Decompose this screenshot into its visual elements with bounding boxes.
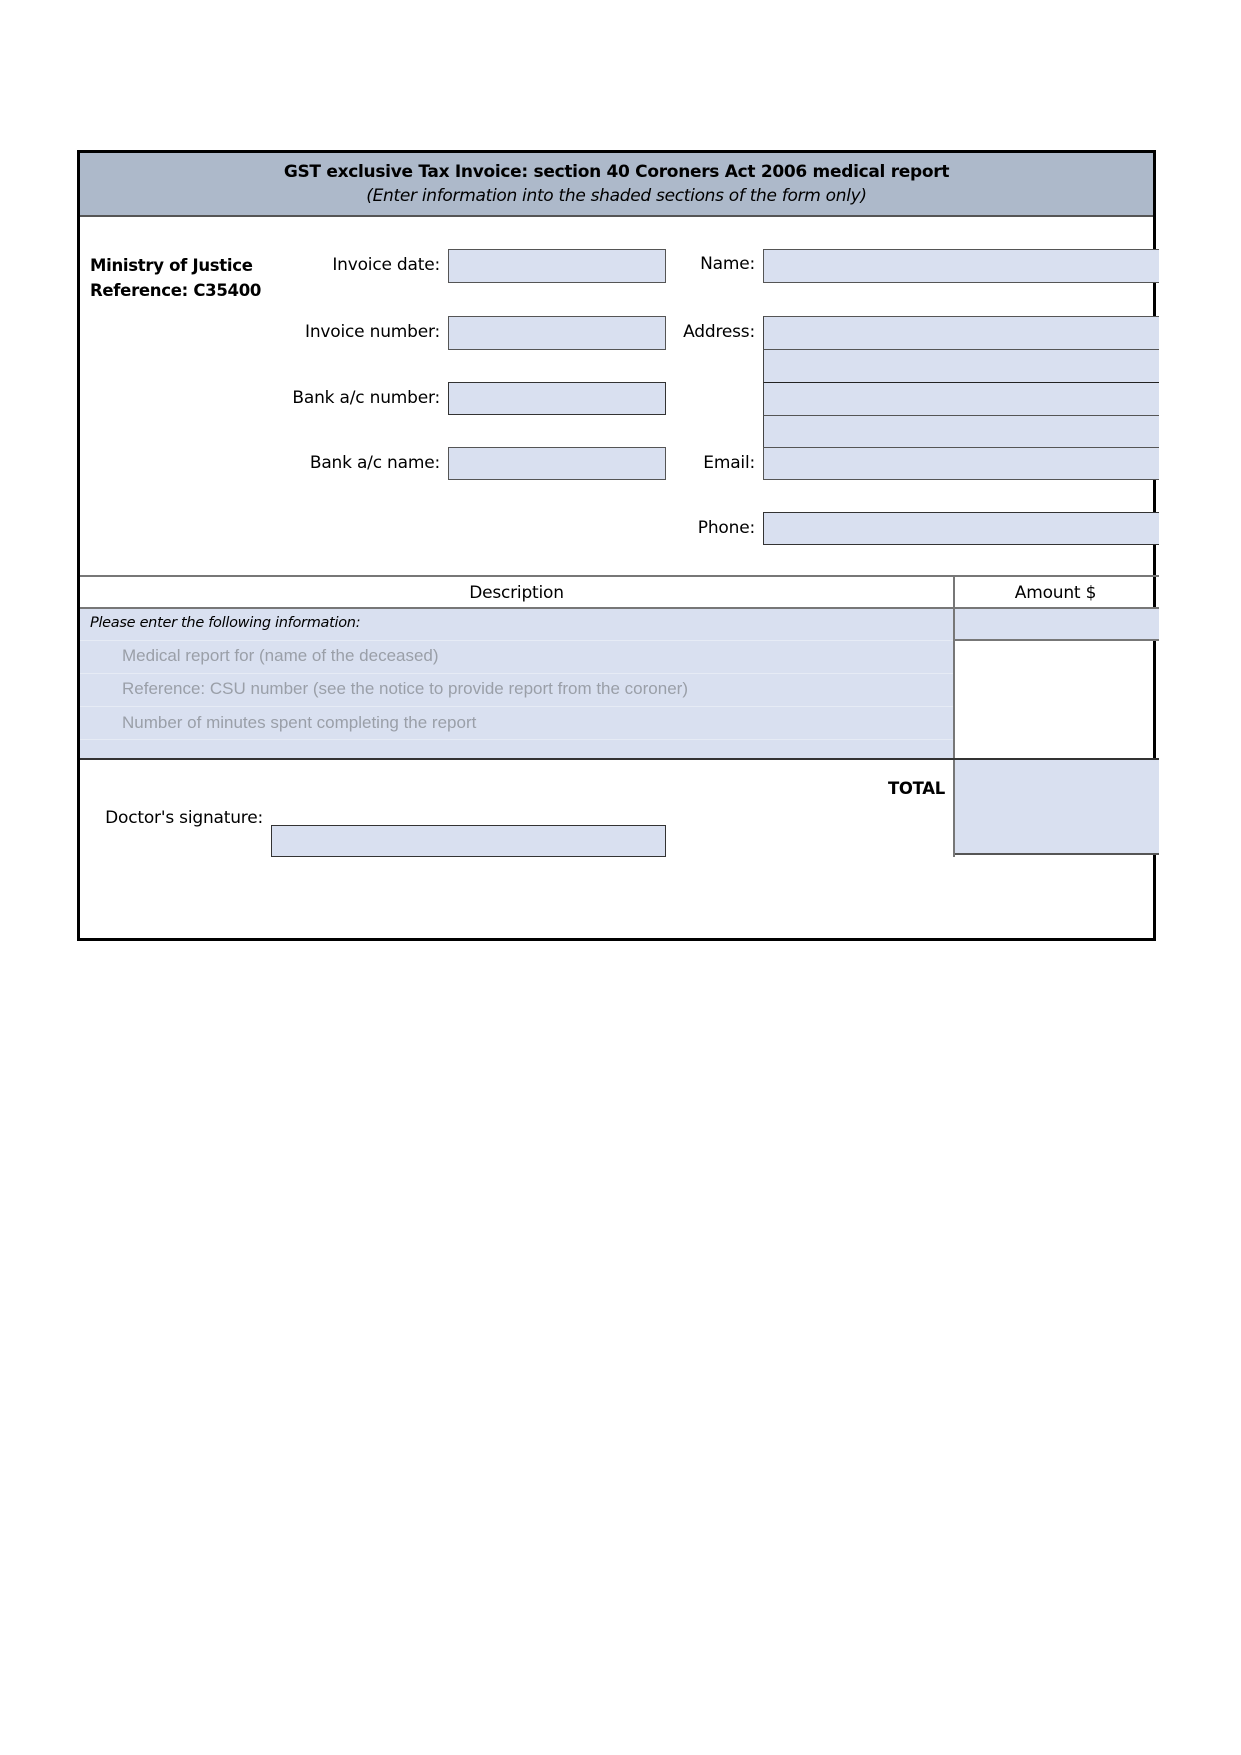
invoice-date-label: Invoice date:: [332, 255, 440, 275]
row-divider: [80, 640, 953, 641]
bank-account-number-label: Bank a/c number:: [292, 388, 440, 408]
row-divider: [80, 706, 953, 707]
description-column-header: Description: [469, 583, 564, 603]
organisation-reference: Reference: C35400: [90, 281, 262, 300]
email-field[interactable]: [763, 447, 1159, 480]
bank-account-number-field[interactable]: [448, 382, 666, 415]
form-title: GST exclusive Tax Invoice: section 40 Coroners Act 2006 medical report: [283, 162, 950, 182]
hint-csu-reference: Reference: CSU number (see the notice to provide report from the coroner): [122, 679, 688, 698]
row-divider: [80, 673, 953, 674]
address-field-group: [763, 316, 1159, 448]
address-line-1-field[interactable]: [763, 316, 1159, 349]
address-line-2-field[interactable]: [763, 349, 1159, 382]
signature-label: Doctor's signature:: [105, 808, 263, 828]
invoice-date-field[interactable]: [448, 249, 666, 283]
info-instruction: Please enter the following information:: [90, 615, 361, 631]
address-line-4-field[interactable]: [763, 415, 1159, 448]
amount-column-header: Amount $: [1014, 583, 1097, 603]
invoice-number-label: Invoice number:: [305, 322, 440, 342]
bank-account-name-field[interactable]: [448, 447, 666, 480]
bank-account-name-label: Bank a/c name:: [309, 453, 440, 473]
address-label: Address:: [683, 322, 755, 342]
total-field[interactable]: [955, 760, 1159, 855]
invoice-number-field[interactable]: [448, 316, 666, 350]
phone-label: Phone:: [697, 518, 755, 538]
amount-divider: [955, 639, 1159, 641]
form-subtitle: (Enter information into the shaded sections of the form only): [366, 186, 867, 206]
total-label: TOTAL: [887, 779, 945, 798]
address-line-3-field[interactable]: [763, 382, 1159, 415]
hint-deceased-name: Medical report for (name of the deceased): [122, 646, 439, 665]
amount-field[interactable]: [955, 609, 1159, 639]
organisation-name: Ministry of Justice: [90, 256, 253, 275]
doctor-signature-field[interactable]: [271, 825, 666, 857]
organisation-block: [90, 253, 261, 303]
row-divider: [80, 739, 953, 740]
invoice-form: [77, 150, 1156, 941]
email-label: Email:: [703, 453, 755, 473]
form-header: [80, 153, 1153, 217]
phone-field[interactable]: [763, 512, 1159, 545]
description-input-area[interactable]: [80, 609, 953, 759]
table-top-divider: [80, 575, 1159, 577]
name-label: Name:: [700, 254, 755, 274]
hint-minutes-spent: Number of minutes spent completing the report: [122, 713, 477, 732]
name-field[interactable]: [763, 249, 1159, 283]
